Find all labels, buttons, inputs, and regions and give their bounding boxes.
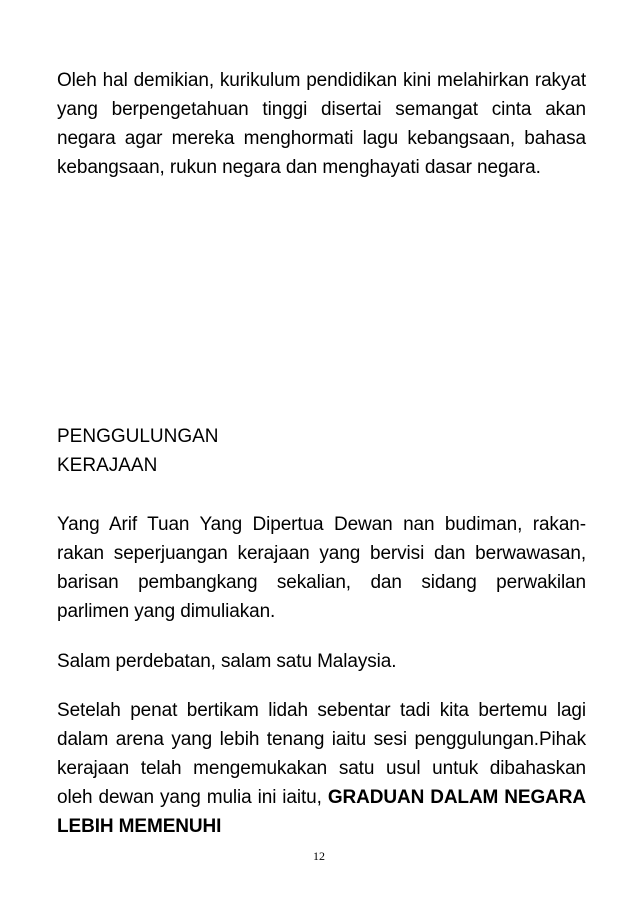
paragraph-salutation: Salam perdebatan, salam satu Malaysia.: [57, 651, 397, 672]
paragraph-greeting: Yang Arif Tuan Yang Dipertua Dewan nan budiman, rakan-rakan seperjuangan kerajaan yang bervisi dan berwawasan, barisan pembangkang sekalian, dan sidang perwakilan parlimen yang dimuliakan.: [57, 514, 586, 622]
motion-title-bold: GRADUAN DALAM NEGARA LEBIH MEMENUHI: [57, 787, 586, 837]
paragraph-motion-text: Setelah penat bertikam lidah sebentar tadi kita bertemu lagi dalam arena yang lebih tenang iaitu sesi penggulungan.Pihak kerajaan telah mengemukakan satu usul untuk dibahaskan oleh dewan yang mulia ini iaitu,: [57, 700, 586, 808]
page-number: 12: [313, 849, 325, 863]
section-heading-line1: PENGGULUNGAN: [57, 426, 219, 447]
section-heading-line2: KERAJAAN: [57, 455, 158, 476]
paragraph-curriculum: Oleh hal demikian, kurikulum pendidikan kini melahirkan rakyat yang berpengetahuan tinggi disertai semangat cinta akan negara agar mereka menghormati lagu kebangsaan, bahasa kebangsaan, rukun negara dan menghayati dasar negara.: [57, 70, 586, 178]
paragraph-motion: [57, 696, 586, 841]
